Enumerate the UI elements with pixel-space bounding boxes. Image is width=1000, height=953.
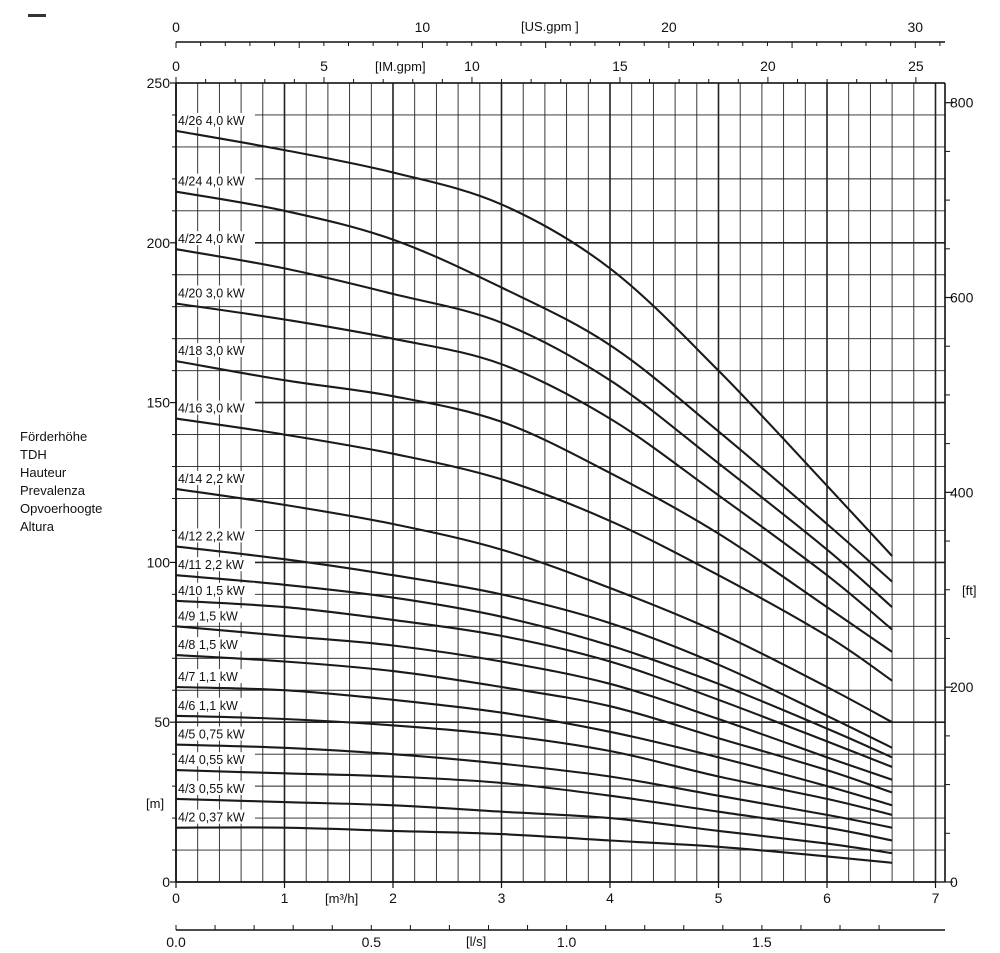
y-tick-label: 150	[146, 394, 170, 411]
y-tick-label: 250	[146, 75, 170, 91]
curve-label: 4/3 0,55 kW	[178, 781, 245, 796]
curves	[176, 131, 892, 863]
usgpm-tick-label: 30	[907, 19, 924, 35]
y-unit-label: [m]	[146, 796, 165, 811]
curve-label: 4/5 0,75 kW	[178, 727, 245, 742]
curve-label: 4/26 4,0 kW	[178, 113, 245, 128]
y-tick-label: 50	[154, 714, 170, 731]
ls-tick-label: 1.5	[752, 934, 772, 950]
head-label-it: Prevalenza	[20, 483, 86, 498]
ls-tick-label: 0.5	[361, 934, 382, 950]
head-label-en: TDH	[20, 447, 47, 462]
curve-label: 4/14 2,2 kW	[178, 471, 245, 486]
imgpm-tick-label: 15	[612, 58, 628, 74]
head-label-es: Altura	[20, 519, 54, 534]
head-label-fr: Hauteur	[20, 465, 67, 480]
curve-label: 4/16 3,0 kW	[178, 401, 245, 416]
ls-tick-label: 1.0	[556, 934, 577, 950]
ft-tick-label: 800	[950, 94, 974, 111]
curve-label: 4/18 3,0 kW	[178, 344, 245, 359]
curve-label: 4/11 2,2 kW	[178, 558, 244, 573]
curve-7	[176, 489, 892, 722]
curve-label: 4/7 1,1 kW	[178, 670, 238, 685]
x-tick-label: 7	[931, 890, 940, 906]
curve-16	[176, 770, 892, 840]
curve-5	[176, 361, 892, 652]
y-tick-label: 0	[162, 874, 170, 890]
ft-tick-label: 600	[950, 289, 974, 306]
usgpm-tick-label: 20	[661, 19, 677, 35]
imgpm-tick-label: 0	[172, 58, 180, 74]
x-tick-label: 3	[497, 890, 506, 906]
ft-tick-label: 0	[950, 874, 958, 890]
curve-label: 4/12 2,2 kW	[178, 529, 245, 544]
imgpm-tick-label: 5	[320, 58, 328, 74]
curve-18	[176, 827, 892, 862]
imgpm-tick-label: 25	[908, 58, 924, 74]
imgpm-tick-label: 20	[760, 58, 776, 74]
x-tick-label: 4	[606, 890, 614, 906]
imgpm-tick-label: 10	[464, 58, 480, 74]
curve-label: 4/6 1,1 kW	[178, 698, 238, 713]
head-label-de: Förderhöhe	[20, 429, 88, 444]
curve-label: 4/24 4,0 kW	[178, 174, 245, 189]
curve-label: 4/2 0,37 kW	[178, 810, 245, 825]
grid	[176, 83, 945, 882]
curve-label: 4/20 3,0 kW	[178, 286, 245, 301]
curve-label: 4/8 1,5 kW	[178, 638, 238, 653]
usgpm-tick-label: 10	[414, 19, 431, 35]
imgpm-unit-label: [IM.gpm]	[375, 59, 426, 74]
ls-unit-label: [l/s]	[466, 934, 487, 949]
x-tick-label: 0	[172, 890, 180, 906]
ft-unit-label: [ft]	[962, 583, 977, 598]
x-tick-label: 6	[823, 890, 831, 906]
curve-label: 4/22 4,0 kW	[178, 232, 245, 247]
curve-label: 4/10 1,5 kW	[178, 583, 245, 598]
usgpm-unit-label: [US.gpm ]	[521, 19, 579, 34]
ft-tick-label: 200	[950, 679, 974, 696]
curve-1	[176, 131, 892, 556]
x-tick-label: 2	[389, 890, 397, 906]
curve-6	[176, 419, 892, 681]
curve-2	[176, 192, 892, 582]
curve-12	[176, 655, 892, 792]
head-label-nl: Opvoerhoogte	[20, 501, 103, 516]
axes	[146, 19, 976, 950]
curve-14	[176, 716, 892, 815]
x-tick-label: 1	[280, 890, 289, 906]
curve-13	[176, 687, 892, 805]
x-unit-label: [m³/h]	[325, 891, 359, 906]
ls-tick-label: 0.0	[166, 934, 186, 950]
x-tick-label: 5	[714, 890, 723, 906]
curve-label: 4/4 0,55 kW	[178, 753, 245, 768]
y-tick-label: 100	[146, 554, 170, 571]
curve-label: 4/9 1,5 kW	[178, 609, 238, 624]
usgpm-tick-label: 0	[172, 19, 180, 35]
y-tick-label: 200	[146, 234, 170, 251]
ft-tick-label: 400	[950, 484, 974, 501]
